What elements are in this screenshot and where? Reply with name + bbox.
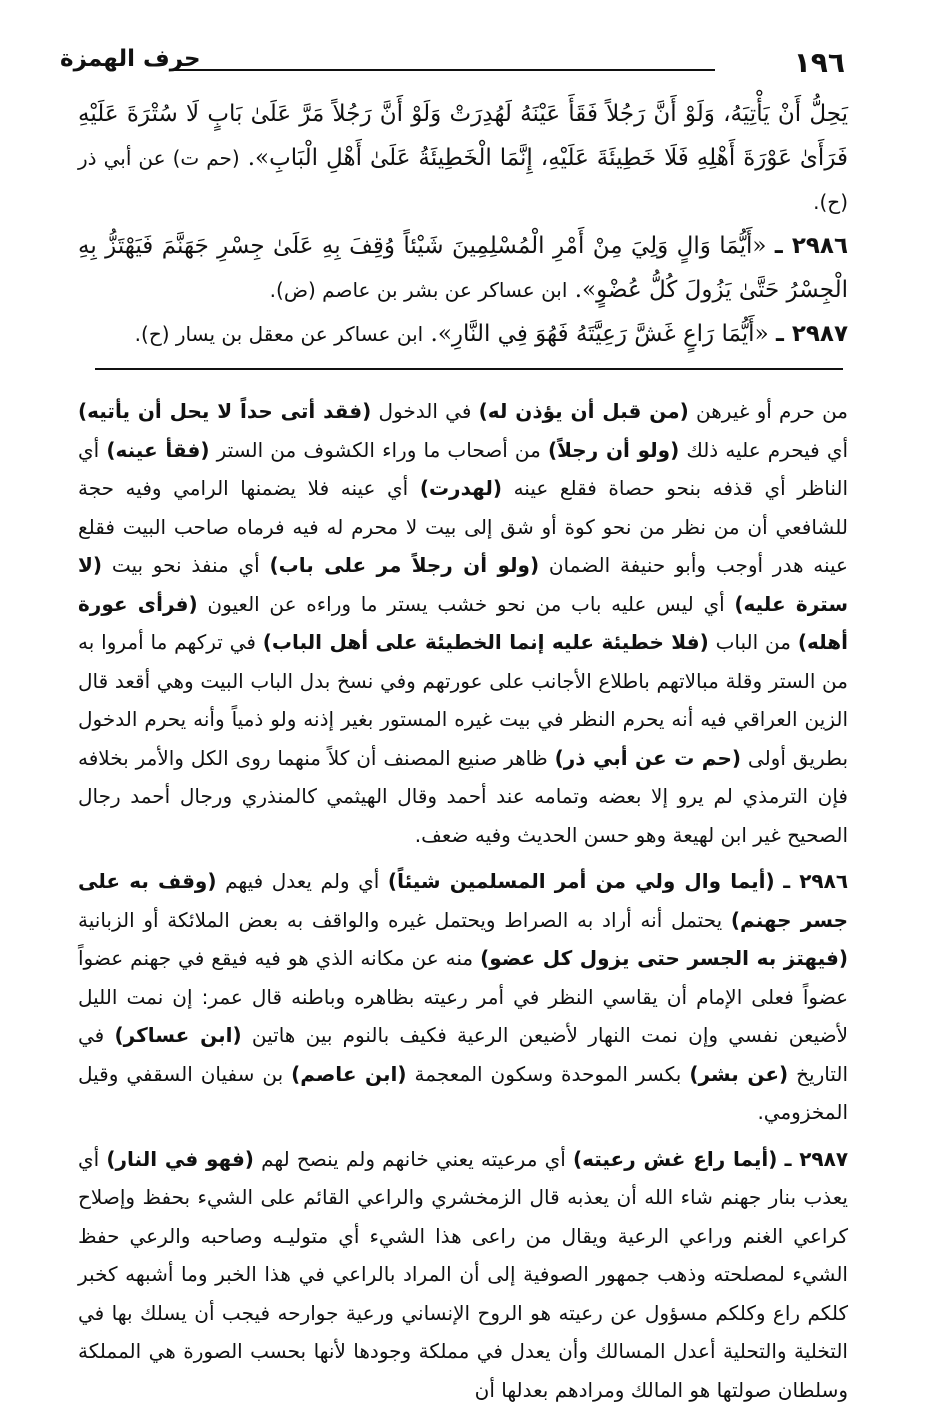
commentary-quote: (فقد أتى حداً لا يحل أن يأتيه) (78, 399, 372, 423)
hadith-number: ٢٩٨٦ ـ (774, 233, 849, 259)
commentary-text: أي فيحرم عليه ذلك (686, 437, 849, 462)
hadith-number: ٢٩٨٧ ـ (775, 321, 848, 347)
commentary-text: في تركهم ما أمروا به من الستر وقلة مبالاتهم باطلاع الأجانب على عورتهم وفي نسخ بدل الباب البيت وهي أقعد قال الزين العراقي فيه أنه يحرم النظر في بيت غيره المستور بغير إذنه ولو ذمياً وأنه يحرم الدخول بطريق أولى (78, 630, 849, 770)
commentary-quote: (عن بشر) (689, 1061, 789, 1086)
commentary-quote: (فيهتز به الجسر حتى يزول كل عضو) (480, 946, 849, 970)
commentary-quote: (أيما وال ولي من أمر المسلمين شيئاً) (387, 869, 775, 893)
page-header (60, 38, 845, 78)
commentary-section (78, 392, 848, 1417)
commentary-text: منه عن مكانه الذي هو فيه فيقع في جهنم عضواً عضواً فعلى الإمام أن يقاسي النظر في أمر رعيته بظاهره وباطنه قال عمر: إن نمت الليل لأضيعن نفسي وإن نمت النهار لأضيعن الرعية فكيف بالنوم بين هاتين (78, 946, 849, 1047)
section-divider (95, 368, 843, 370)
commentary-number: ٢٩٨٧ ـ (784, 1146, 849, 1171)
commentary-text: أي منفذ نحو بيت (111, 553, 260, 577)
hadith-continuation (78, 92, 848, 224)
commentary-quote: (ابن عساكر) (114, 1023, 242, 1047)
commentary-text: في التاريخ (78, 1023, 849, 1086)
commentary-text: في الدخول (378, 399, 472, 423)
commentary-text: أي يعذب بنار جهنم شاء الله أن يعذبه قال الزمخشري والراعي القائم على الشيء بحفظ وإصلاح كراعي الغنم وراعي الرعية ويقال من راعى هذا الشيء أي متوليـه وصاحبه والرعي حفظ الشيء لمصلحته وذهب جمهور الصوفية إلى أن المراد بالراعي في هذا الخبر وما أشبهه كخبر كلكم راع وكلكم مسؤول عن رعيته هو الروح الإنساني ورعية جوارحه فيجب أن يسلك بها في التخلية والتحلية أعدل المسالك وأن يعدل في مملكة وجودها لأنها بحسب الصورة هي المملكة وسلطان صولتها هو المالك ومرادهم بعدلها أن (78, 1146, 848, 1402)
commentary-paragraph-2986 (78, 862, 848, 1132)
commentary-quote: (ولو أن رجلاً) (547, 437, 680, 462)
commentary-text: يحتمل أنه أراد به الصراط ويحتمل غيره والواقف به بعض الملائكة أو الزبانية (78, 907, 723, 932)
hadith-text: يَحِلُّ أَنْ يَأْتِيَهُ، وَلَوْ أَنَّ رَجُلاً فَقَأَ عَيْنَهُ لَهُدِرَتْ وَلَوْ أَنَّ رَجُلاً مَرَّ عَلَىٰ بَابٍ لَا سُتْرَةَ عَلَيْهِ فَرَأَىٰ عَوْرَةَ أَهْلِهِ فَلَا خَطِيئَةَ عَلَيْهِ، إِنَّمَا الْخَطِيئَةُ عَلَىٰ أَهْلِ الْبَابِ». (78, 101, 849, 171)
commentary-quote: (فقأ عينه) (106, 437, 210, 462)
page-number: ١٩٦ (793, 46, 845, 79)
commentary-quote: (لهدرت) (419, 476, 502, 500)
commentary-text: من أصحاب ما وراء الكشوف من الستر (216, 437, 541, 462)
commentary-quote: (فهو في النار) (106, 1146, 254, 1171)
commentary-text: من الباب (715, 630, 791, 654)
hadith-text-section (78, 92, 848, 356)
commentary-text: بن سفيان السقفي وقيل المخزومي. (78, 1061, 848, 1124)
commentary-paragraph-1 (78, 392, 848, 854)
header-rule (170, 69, 715, 71)
commentary-quote: (فلا خطيئة عليه إنما الخطيئة على أهل الباب) (262, 630, 709, 654)
commentary-quote: (فرأى عورة أهله) (78, 591, 849, 654)
chapter-title: حرف الهمزة (60, 46, 201, 72)
commentary-text: ظاهر صنيع المصنف أن كلاً منهما روى الكل والأمر بخلافه فإن الترمذي لم يرو إلا بعضه وتمامه عند أحمد وقال الهيثمي كالمنذري ورجال أحمد رجال الصحيح غير ابن لهيعة وهو حسن الحديث وفيه ضعف. (78, 745, 848, 847)
commentary-paragraph-2987 (78, 1140, 848, 1410)
hadith-text: «أَيُّمَا رَاعٍ غَشَّ رَعِيَّتَهُ فَهُوَ فِي النَّارِ». (430, 321, 769, 347)
commentary-quote: (ولو أن رجلاً مر على باب) (269, 553, 540, 577)
commentary-quote: (من قبل أن يؤذن له) (478, 399, 689, 423)
hadith-source: ابن عساكر عن معقل بن يسار (ح). (134, 322, 424, 346)
commentary-quote: (وقف به على جسر جهنم) (78, 869, 849, 932)
commentary-text: أي الناظر أي قذفه بنحو حصاة فقلع عينه (78, 437, 849, 500)
commentary-number: ٢٩٨٦ ـ (783, 869, 849, 893)
hadith-source: (حم ت) عن أبي ذر (ح). (78, 146, 848, 214)
commentary-text: أي ليس عليه باب من نحو خشب يستر ما وراءه عن العيون (207, 591, 725, 616)
hadith-source: ابن عساكر عن بشر بن عاصم (ض). (269, 278, 568, 302)
commentary-text: بكسر الموحدة وسكون المعجمة (414, 1061, 682, 1086)
commentary-text: من حرم أو غيرهن (696, 399, 849, 423)
hadith-2986 (78, 224, 848, 312)
commentary-text: أي عينه فلا يضمنها الرامي وفيه حجة للشافعي أن من نظر من نحو كوة أو شق إلى بيت لا محرم له فيه فرماه صاحب البيت فقلع عينه هدر أوجب وأبو حنيفة الضمان (78, 476, 848, 577)
hadith-text: «أَيُّمَا وَالٍ وَلِيَ مِنْ أَمْرِ الْمُسْلِمِينَ شَيْئاً وُقِفَ بِهِ عَلَىٰ جِسْرِ جَهَنَّمَ فَيَهْتَزُّ بِهِ الْجِسْرُ حَتَّىٰ يَزُولَ كُلُّ عُضْوٍ». (78, 233, 848, 303)
commentary-text: أي ولم يعدل فيهم (225, 869, 380, 893)
commentary-quote: (حم ت عن أبي ذر) (554, 745, 742, 770)
commentary-text: أي مرعيته يعني خانهم ولم ينصح لهم (261, 1146, 566, 1171)
hadith-2987 (78, 312, 848, 356)
commentary-quote: (ابن عاصم) (291, 1061, 407, 1086)
commentary-quote: (أيما راع غش رعيته) (572, 1146, 778, 1171)
commentary-quote: (لا سترة عليه) (78, 553, 849, 616)
